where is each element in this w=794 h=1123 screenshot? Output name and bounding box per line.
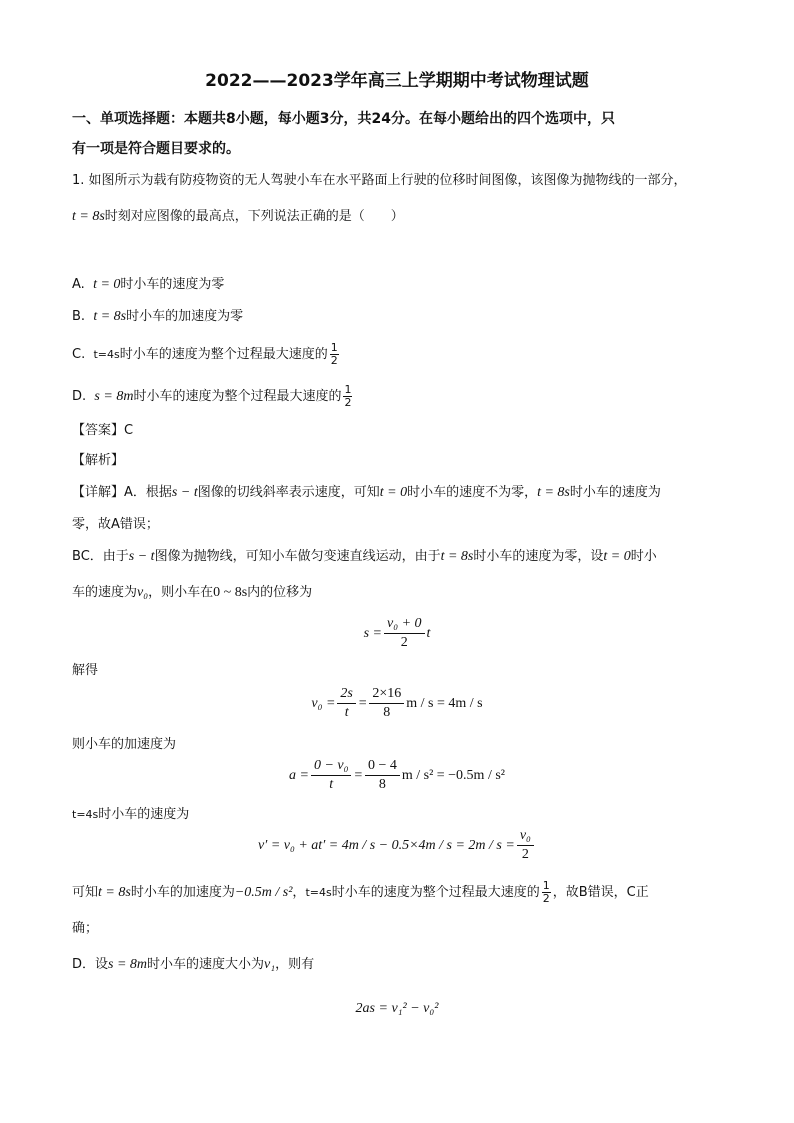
option-c [72, 340, 341, 370]
accel-label: 则小车的加速度为 [72, 737, 177, 752]
solution-bc-line2: 车的速度为v₀，则小车在0 ~ 8s内的位移为 [72, 585, 313, 600]
option-text: 时小车的速度为整个过程最大速度的 [119, 347, 328, 362]
solution-a-line2: 零，故A错误； [72, 517, 159, 532]
option-label: A. [72, 277, 85, 292]
option-text: 时小车的速度为整个过程最大速度的 [133, 389, 342, 404]
equation-kinematics: 2as = v₁² − v₀² [355, 1001, 439, 1016]
option-text: 时小车的速度为零 [120, 277, 225, 292]
option-fraction: $\frac{1}{2}$ [330, 341, 338, 367]
page-title: 2022——2023学年高三上学期期中考试物理试题 [205, 71, 589, 91]
question-stem-line2 [72, 208, 404, 226]
option-a [72, 276, 224, 294]
question-stem-line1: 1. 如图所示为载有防疫物资的无人驾驶小车在水平路面上行驶的位移时间图像，该图像为抛物线的一部分， [72, 173, 687, 188]
solution-bc-line1: BC．由于s − t图像为抛物线，可知小车做匀变速直线运动，由于t = 8s时小车的速度为零，设t = 0时小 [72, 549, 657, 564]
speed4-label: t=4s时小车的速度为 [72, 807, 190, 822]
solution-d-line1: D．设s = 8m时小车的速度大小为v₁，则有 [72, 957, 315, 972]
option-math: t = 8s [93, 309, 127, 324]
equation-velocity-at-4s: v′ = v₀ + at′ = 4m / s − 0.5×4m / s = 2m / s = $\frac{\text{v₀}}{2}$ [0, 826, 794, 866]
analysis-label: 【解析】 [72, 453, 125, 468]
option-fraction: $\frac{1}{2}$ [344, 383, 352, 409]
option-math: s = 8m [94, 389, 134, 404]
option-label: D. [72, 389, 87, 404]
option-d [72, 382, 354, 412]
option-label: B. [72, 309, 86, 324]
section-header-line1: 一、单项选择题：本题共8小题，每小题3分，共24分。在每小题给出的四个选项中，只 [72, 111, 615, 127]
equation-initial-velocity: v₀ = $\frac{2s}{t}$ = $\frac{2\times 16}{8}$ m / s = 4m / s [311, 686, 483, 721]
equation-acceleration: a = $\frac{\text{0 − v₀}}{t}$ = $\frac{0 - 4}{8}$ m / s² = −0.5m / s² [289, 758, 505, 793]
solution-a-line1: 【详解】A．根据s − t图像的切线斜率表示速度，可知t = 0时小车的速度不为零，t = 8s时小车的速度为 [72, 485, 661, 500]
conclusion-line2: 确； [72, 921, 99, 936]
stem-text: 时刻对应图像的最高点，下列说法正确的是（ ） [104, 209, 404, 224]
solve-label: 解得 [72, 663, 99, 678]
stem-math: t = 8s [72, 209, 105, 224]
option-math: t=4s [93, 348, 120, 361]
answer-label: 【答案】C [72, 423, 134, 438]
option-text: 时小车的加速度为零 [126, 309, 244, 324]
option-math: t = 0 [93, 277, 121, 292]
conclusion-line1: 可知t = 8s时小车的加速度为−0.5m / s²，t=4s时小车的速度为整个过程最大速度的 $\frac{1}{2}$ ，故B错误，C正 [72, 879, 649, 905]
option-label: C. [72, 347, 86, 362]
equation-displacement: s = $\frac{\text{v₀ + 0}}{2}$ t [363, 616, 431, 651]
option-b [72, 308, 243, 326]
section-header-line2: 有一项是符合题目要求的。 [72, 141, 240, 157]
